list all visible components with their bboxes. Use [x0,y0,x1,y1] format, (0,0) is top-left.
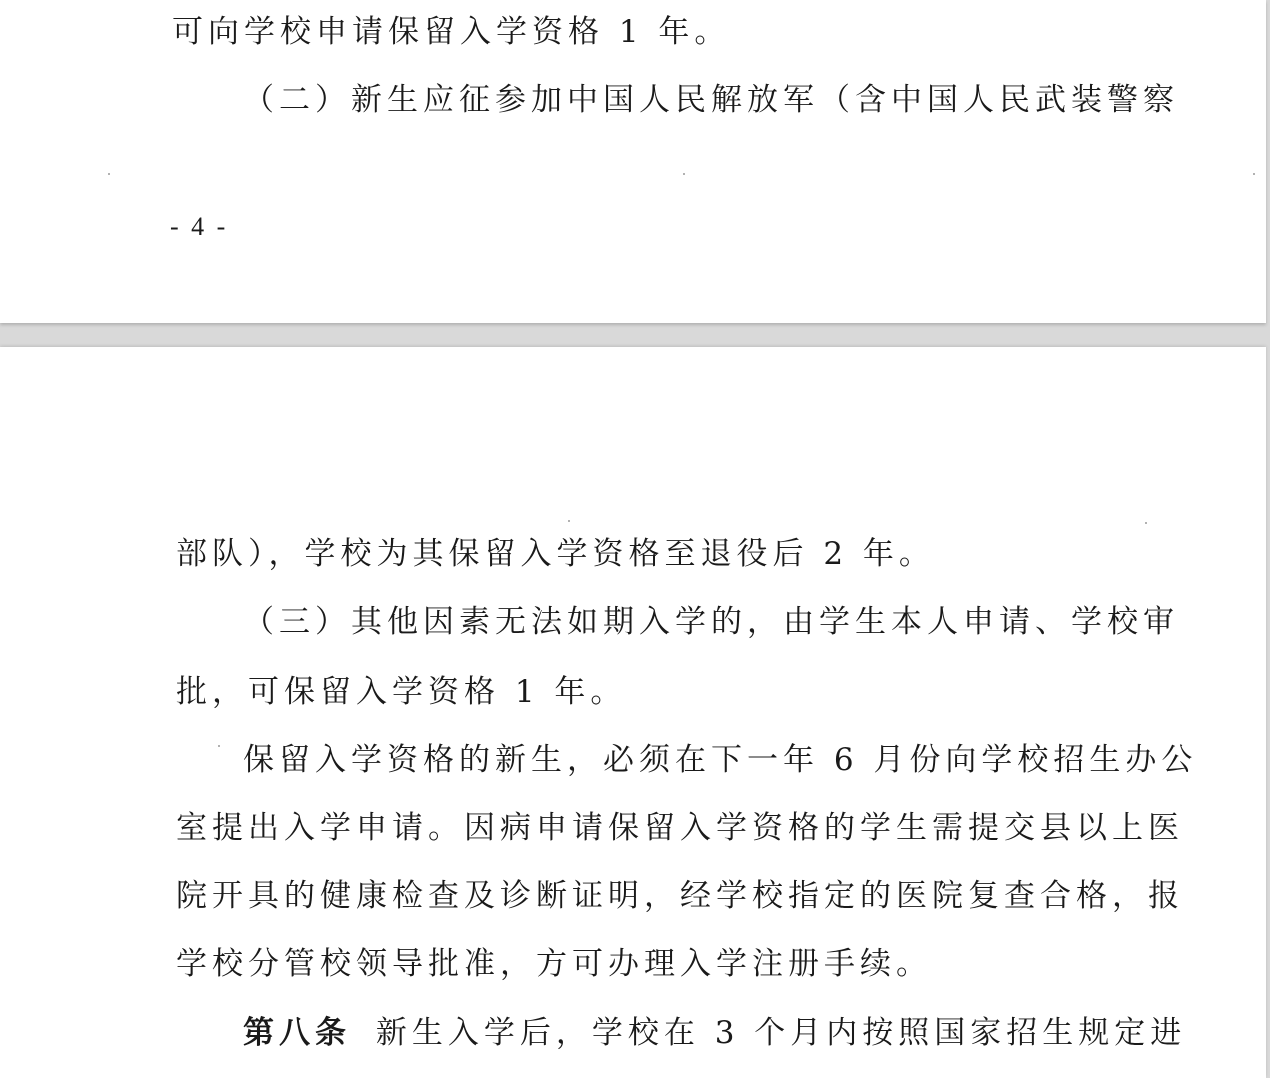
paragraph-line: （二）新生应征参加中国人民解放军（含中国人民武装警察 [243,82,1179,118]
page-number: - 4 - [170,212,229,241]
scan-speck [108,173,110,175]
paragraph-line: （三）其他因素无法如期入学的，由学生本人申请、学校审 [243,604,1179,640]
paragraph-line: 院开具的健康检查及诊断证明，经学校指定的医院复查合格，报 [176,878,1184,914]
paragraph-line: 批，可保留入学资格 1 年。 [176,674,627,710]
scan-speck [1253,173,1255,175]
paragraph-line: 学校分管校领导批准，方可办理入学注册手续。 [176,946,932,982]
article-text: 新生入学后，学校在 3 个月内按照国家招生规定进 [375,1015,1187,1051]
article-heading: 第八条 [243,1015,351,1051]
document-page-4 [0,0,1266,323]
paragraph-line: 保留入学资格的新生，必须在下一年 6 月份向学校招生办公 [243,742,1198,778]
article-line [243,1013,1187,1053]
document-page-5 [0,347,1266,1078]
scan-speck [1145,522,1147,524]
scan-speck [683,173,685,175]
paragraph-line: 室提出入学申请。因病申请保留入学资格的学生需提交县以上医 [176,810,1184,846]
paragraph-line: 部队），学校为其保留入学资格至退役后 2 年。 [176,536,935,572]
paragraph-line: 可向学校申请保留入学资格 1 年。 [172,14,731,50]
scan-speck [568,520,570,522]
scan-speck [218,745,220,747]
